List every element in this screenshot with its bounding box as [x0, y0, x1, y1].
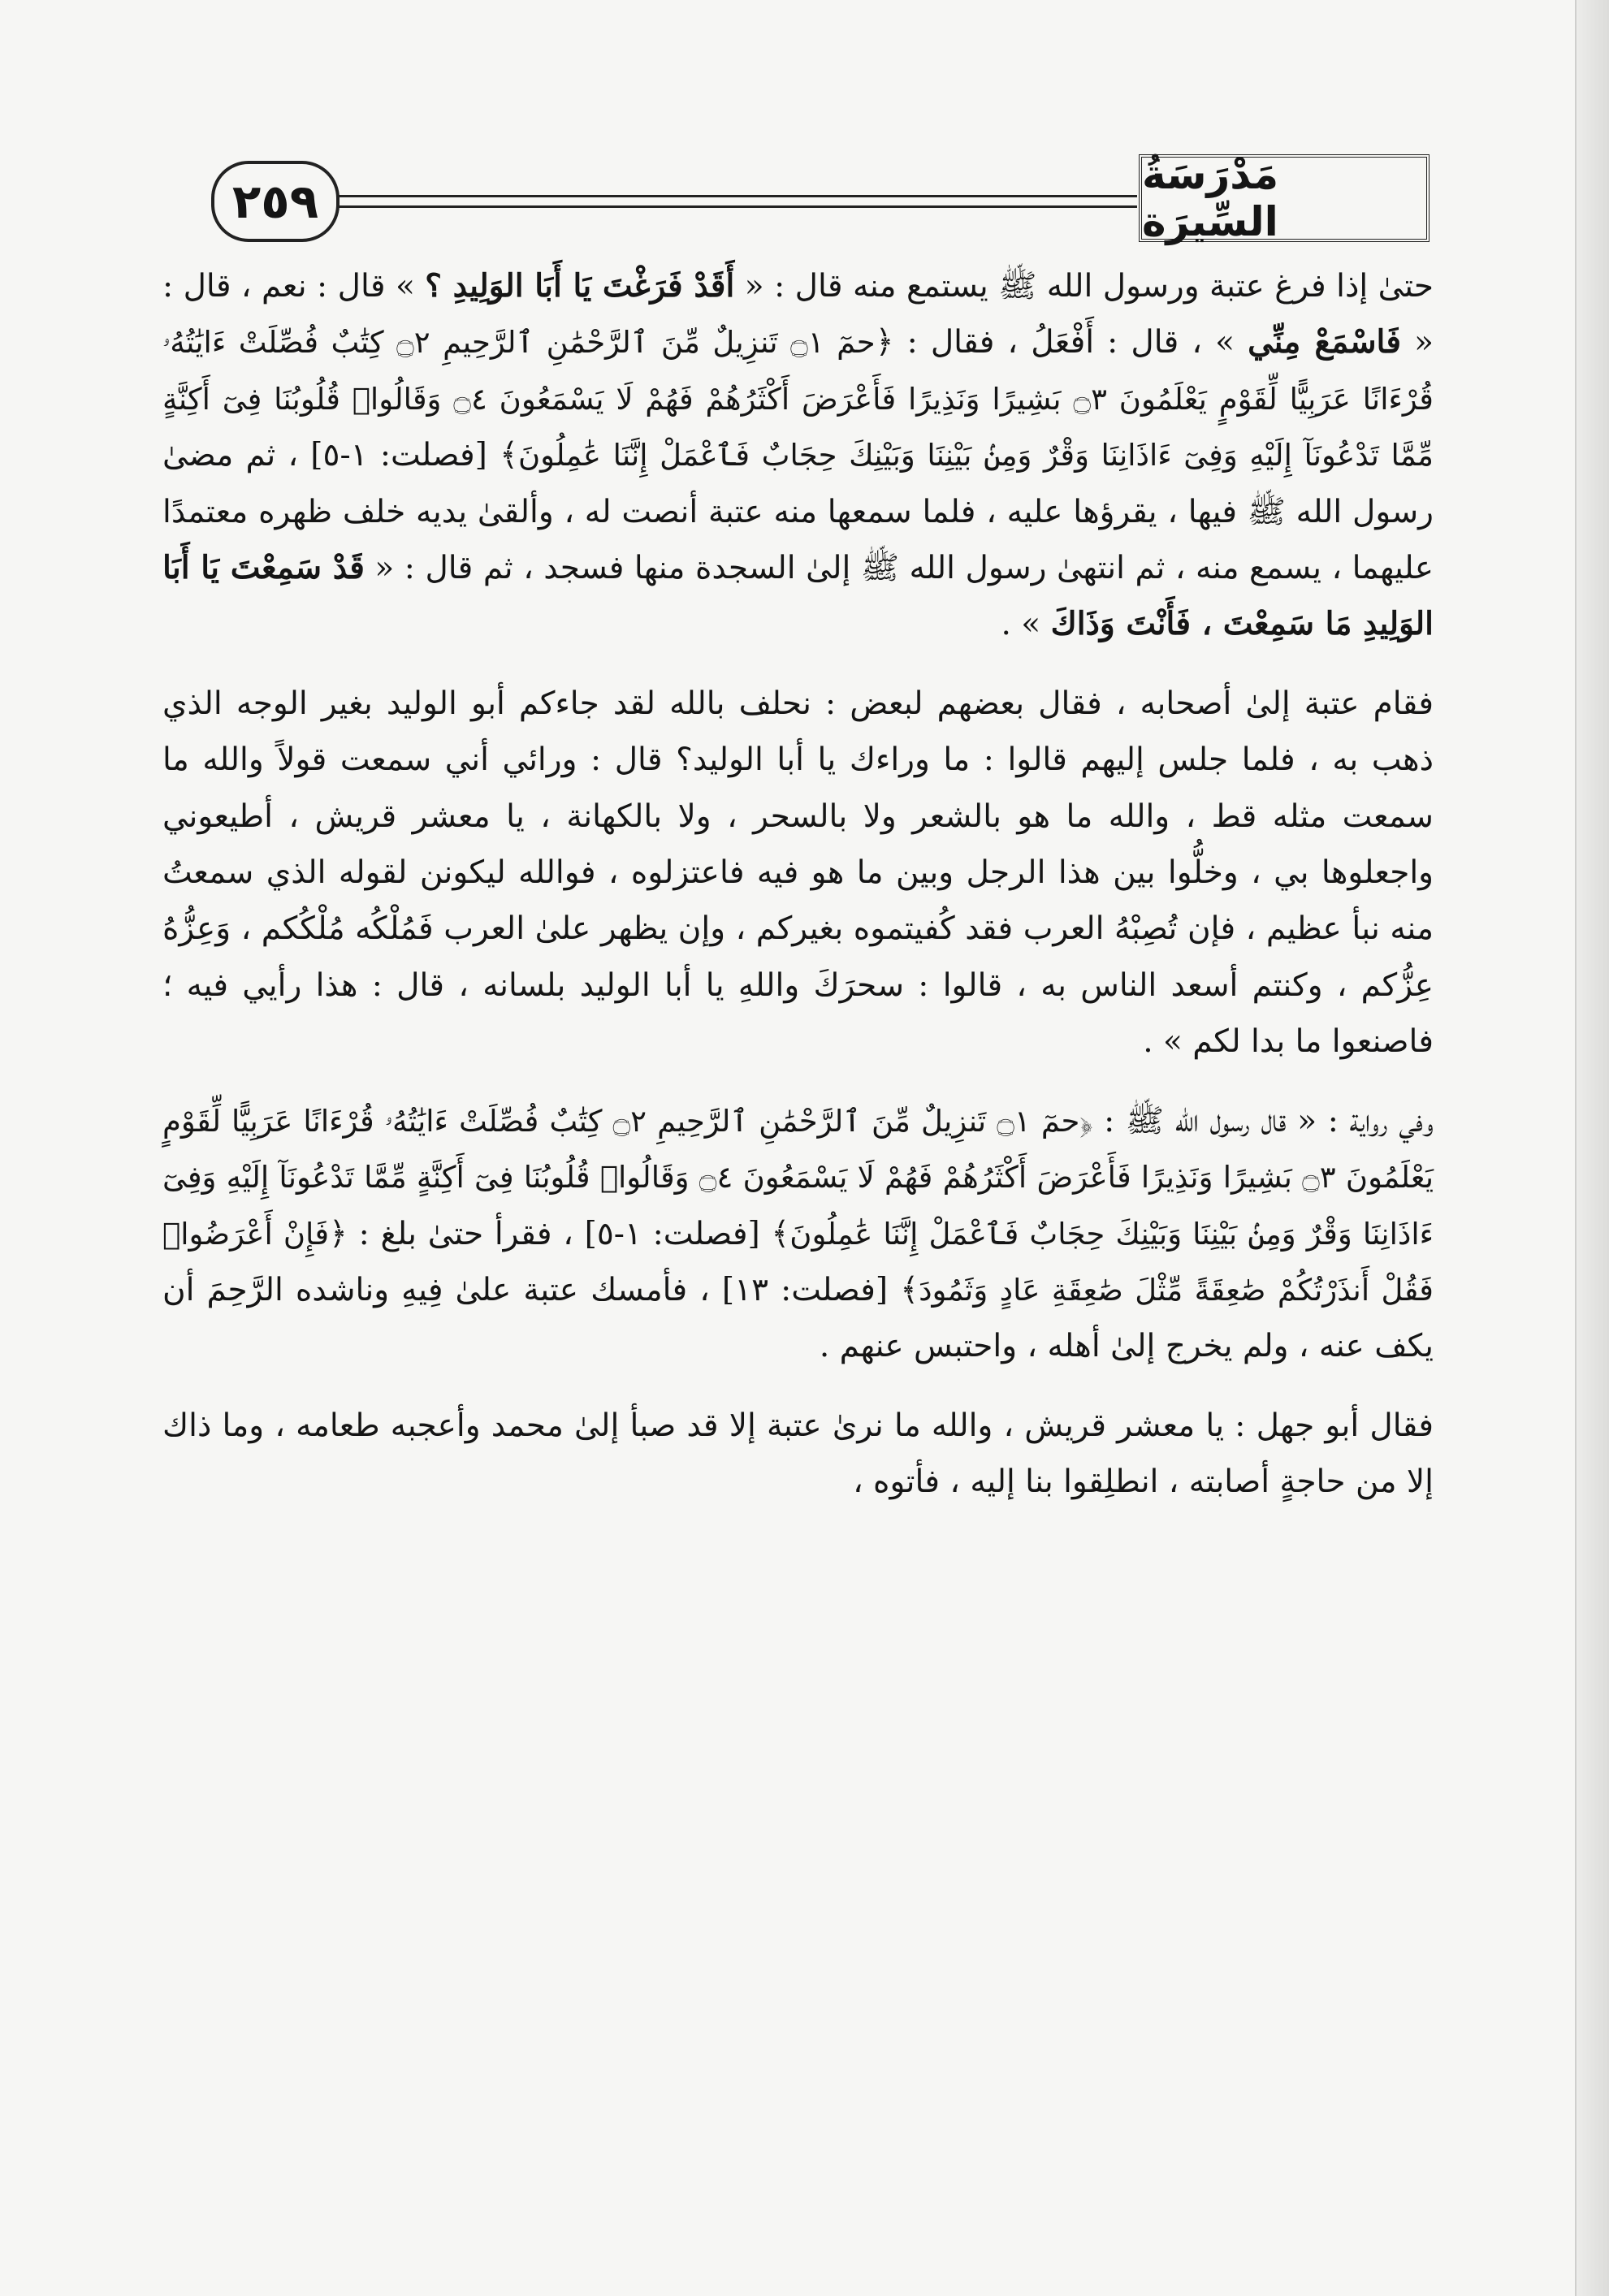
hadith-quote: أَقَدْ فَرَغْتَ يَا أَبَا الوَلِيدِ ؟: [425, 267, 735, 305]
paragraph-2: فقام عتبة إلىٰ أصحابه ، فقال بعضهم لبعض : نحلف بالله لقد جاءكم أبو الوليد بغير الوجه الذي ذهب به ، فلما جلس إليهم قالوا : ما وراءك يا أبا الوليد؟ قال : ورائي أني سمعت قولاً والله ما سمعت مثله قط ، والله ما هو بالشعر ولا بالسحر ، ولا بالكهانة ، يا معشر قريش ، أطيعوني واجعلوها بي ، وخلُّوا بين هذا الرجل وبين ما هو فيه فاعتزلوه ، فوالله ليكونن لقوله الذي سمعتُ منه نبأ عظيم ، فإن تُصِبْهُ العرب فقد كُفيتموه بغيركم ، وإن يظهر علىٰ العرب فَمُلْكُه مُلْكُكم ، وَعِزُّهُ عِزُّكم ، وكنتم أسعد الناس به ، قالوا : سحرَكَ واللهِ يا أبا الوليد بلسانه ، قال : هذا رأيي فيه ؛ فاصنعوا ما بدا لكم » .: [162, 685, 1434, 1061]
narration-text: ﴾ [فصلت: ١-٥] ، ثم مضىٰ رسول الله ﷺ فيها ، يقرؤها عليه ، فلما سمعها منه عتبة أنصت له ، وألقىٰ يديه خلف ظهره معتمدًا عليهما ، يسمع منه ، ثم انتهىٰ رسول الله ﷺ إلىٰ السجدة منها فسجد ، ثم قال : «: [162, 437, 1434, 587]
page-header: [175, 151, 1430, 245]
page-edge: [1575, 0, 1609, 2296]
narration-text: » .: [1001, 606, 1051, 643]
page-number: ٢٥٩: [211, 161, 340, 242]
paragraph-1: [162, 258, 1434, 653]
header-rule: [296, 195, 1137, 208]
paragraph-3: [162, 1093, 1434, 1375]
running-title: مَدْرَسَةُ السِّيرَة: [1139, 154, 1430, 242]
narration-text: حتىٰ إذا فرغ عتبة ورسول الله ﷺ يستمع منه قال : «: [734, 268, 1434, 305]
hadith-quote: فَاسْمَعْ مِنِّي: [1248, 323, 1402, 361]
quran-verse: حمٓ ۝١ تَنزِيلٌ مِّنَ ٱلرَّحْمَٰنِ ٱلرَّحِيمِ ۝٢ كِتَٰبٌ فُصِّلَتْ ءَايَٰتُهُۥ قُرْءَانًا عَرَبِيًّا لِّقَوْمٍ يَعْلَمُونَ ۝٣ بَشِيرًا وَنَذِيرًا فَأَعْرَضَ أَكْثَرُهُمْ فَهُمْ لَا يَسْمَعُونَ ۝٤ وَقَالُوا۟ قُلُوبُنَا فِىٓ أَكِنَّةٍ مِّمَّا تَدْعُونَآ إِلَيْهِ وَفِىٓ ءَاذَانِنَا وَقْرٌ وَمِنۢ بَيْنِنَا وَبَيْنِكَ حِجَابٌ فَٱعْمَلْ إِنَّنَا عَٰمِلُونَ: [162, 325, 1434, 473]
quran-verse: فَإِنْ أَعْرَضُوا۟ فَقُلْ أَنذَرْتُكُمْ صَٰعِقَةً مِّثْلَ صَٰعِقَةِ عَادٍ وَثَمُودَ: [162, 1216, 1434, 1308]
narration-text: وفي رواية : « قال رسول الله ﷺ : ﴿: [1079, 1102, 1434, 1139]
hadith-quote: قَدْ سَمِعْتَ يَا أَبَا الوَلِيدِ مَا سَمِعْتَ ، فَأَنْتَ وَذَاكَ: [162, 549, 1434, 643]
quran-verse: حمٓ ۝١ تَنزِيلٌ مِّنَ ٱلرَّحْمَٰنِ ٱلرَّحِيمِ ۝٢ كِتَٰبٌ فُصِّلَتْ ءَايَٰتُهُۥ قُرْءَانًا عَرَبِيًّا لِّقَوْمٍ يَعْلَمُونَ ۝٣ بَشِيرًا وَنَذِيرًا فَأَعْرَضَ أَكْثَرُهُمْ فَهُمْ لَا يَسْمَعُونَ ۝٤ وَقَالُوا۟ قُلُوبُنَا فِىٓ أَكِنَّةٍ مِّمَّا تَدْعُونَآ إِلَيْهِ وَفِىٓ ءَاذَانِنَا وَقْرٌ وَمِنۢ بَيْنِنَا وَبَيْنِكَ حِجَابٌ فَٱعْمَلْ إِنَّنَا عَٰمِلُونَ: [162, 1103, 1434, 1252]
narration-text: ﴾ [فصلت: ١٣] ، فأمسك عتبة علىٰ فِيهِ وناشده الرَّحِمَ أن يكف عنه ، ولم يخرج إلىٰ أهله ، واحتبس عنهم .: [162, 1271, 1434, 1365]
narration-text: » قال : نعم ، قال : «: [162, 268, 1434, 361]
narration-text: ﴾ [فصلت: ١-٥] ، فقرأ حتىٰ بلغ : ﴿: [329, 1215, 790, 1252]
page-body: [162, 258, 1434, 1511]
paragraph-4: فقال أبو جهل : يا معشر قريش ، والله ما نرىٰ عتبة إلا قد صبأ إلىٰ محمد وأعجبه طعامه ، وما ذاك إلا من حاجةٍ أصابته ، انطلِقوا بنا إليه ، فأتوه ،: [162, 1407, 1434, 1501]
narration-text: » ، قال : أَفْعَلُ ، فقال : ﴿: [875, 324, 1248, 361]
